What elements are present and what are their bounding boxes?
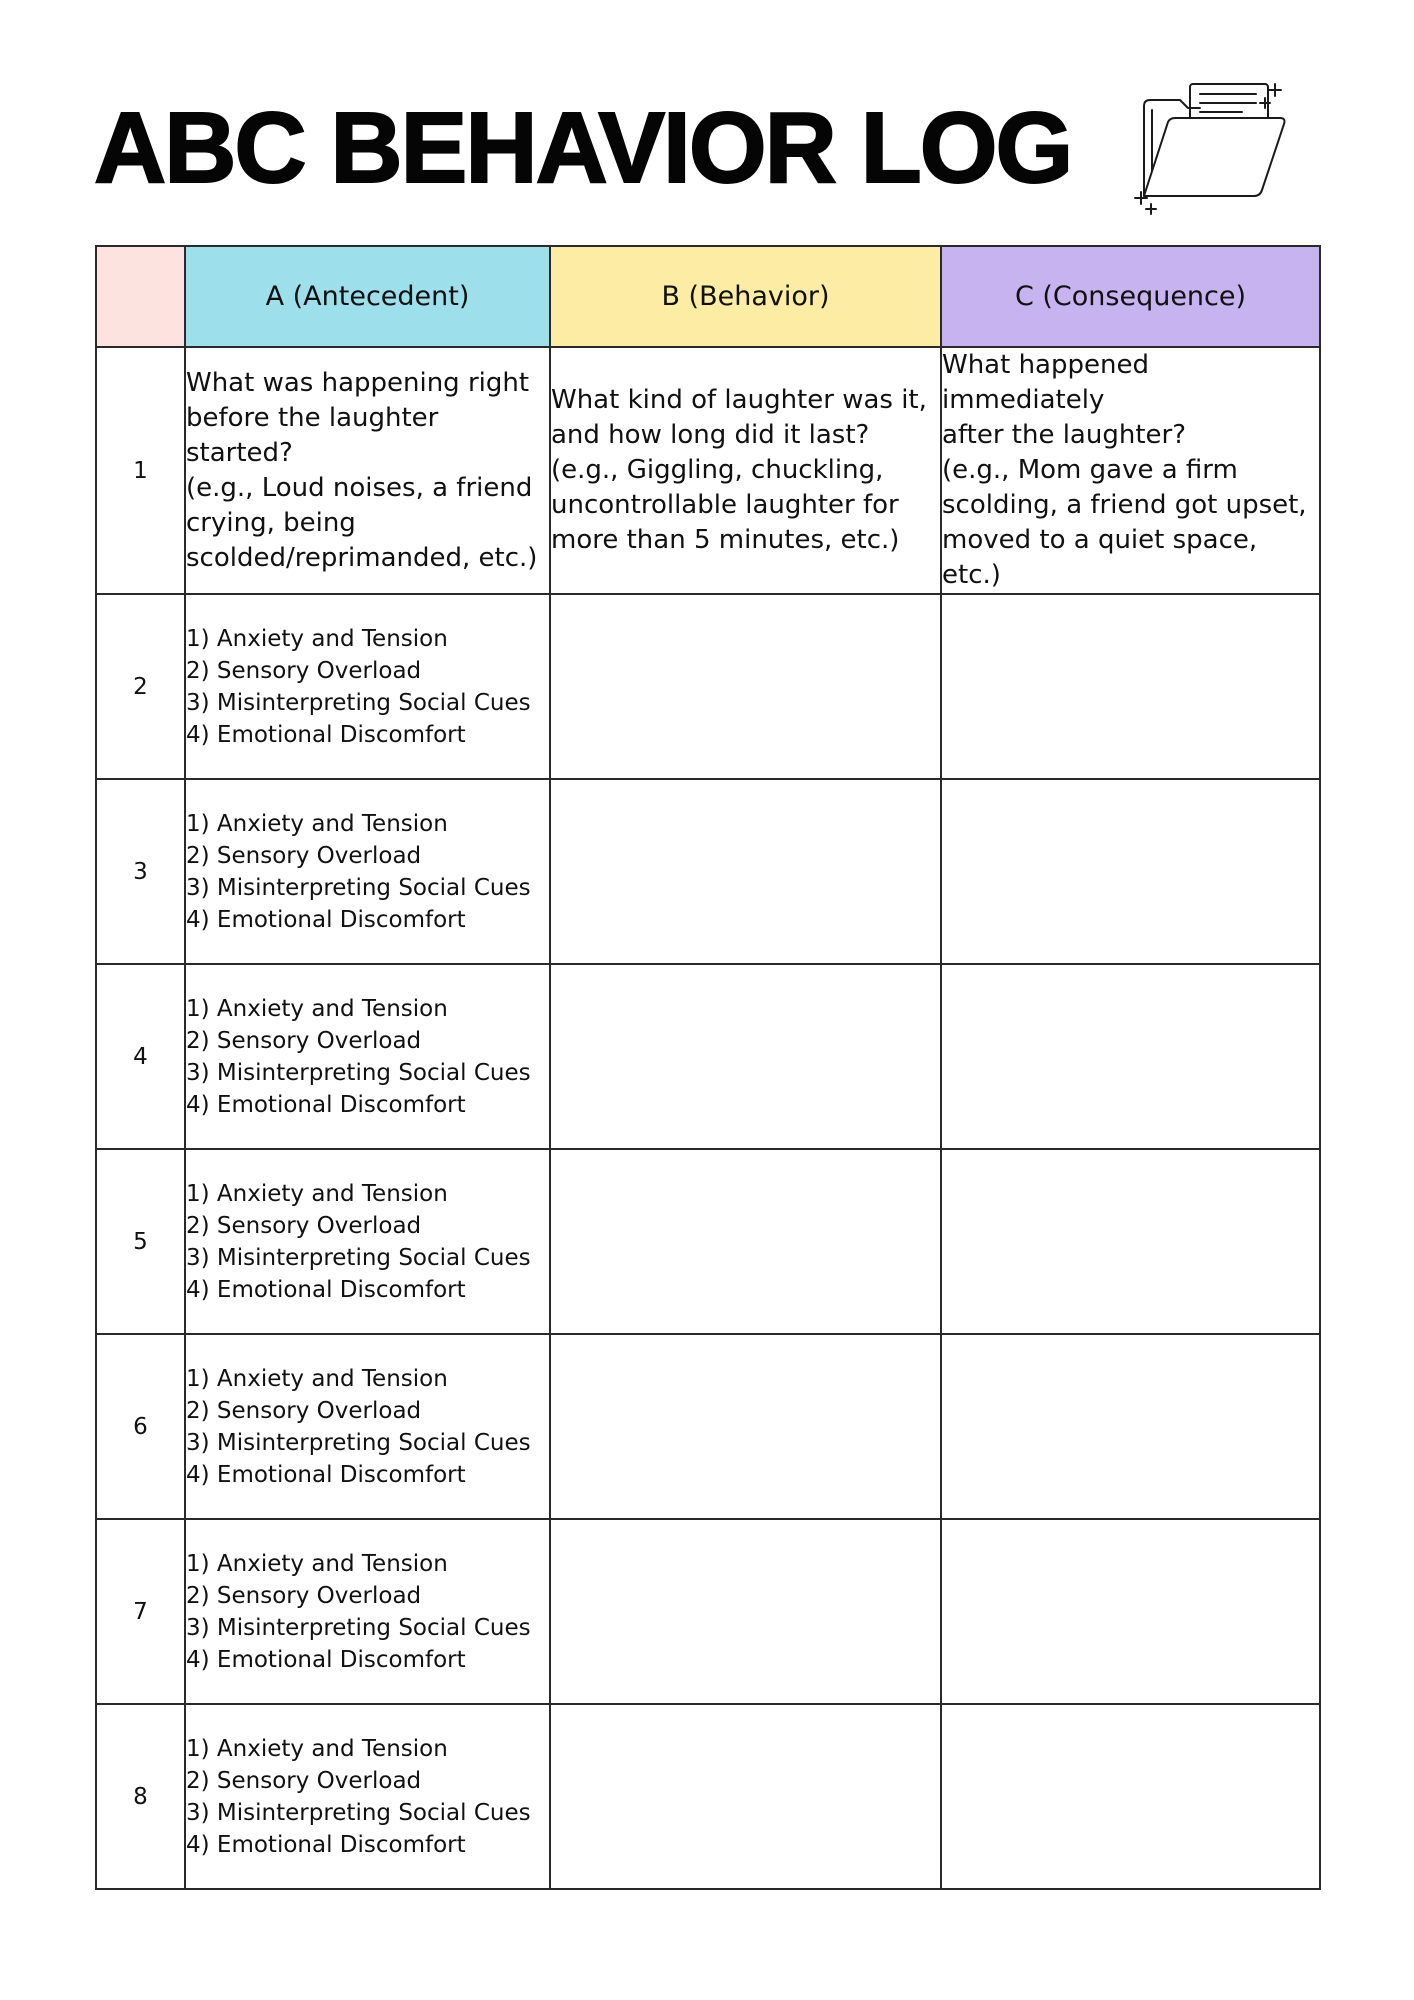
antecedent-options-cell	[185, 779, 550, 964]
antecedent-option: 3) Misinterpreting Social Cues	[186, 689, 531, 716]
antecedent-option: 1) Anxiety and Tension	[186, 1550, 448, 1577]
antecedent-option: 2) Sensory Overload	[186, 657, 422, 684]
table-row	[96, 779, 1320, 964]
antecedent-option: 4) Emotional Discomfort	[186, 1831, 466, 1858]
antecedent-option: 3) Misinterpreting Social Cues	[186, 874, 531, 901]
behavior-header: B (Behavior)	[550, 246, 941, 347]
abc-behavior-table	[95, 245, 1321, 1890]
antecedent-header: A (Antecedent)	[185, 246, 550, 347]
behavior-entry-cell[interactable]	[550, 1519, 941, 1704]
antecedent-option: 4) Emotional Discomfort	[186, 1276, 466, 1303]
row-number: 7	[96, 1519, 185, 1704]
consequence-guide-text: What happened immediately after the laughter? (e.g., Mom gave a firm scolding, a friend got upset, moved to a quiet space, etc.)	[941, 347, 1320, 594]
consequence-entry-cell[interactable]	[941, 1519, 1320, 1704]
table-row	[96, 1149, 1320, 1334]
behavior-entry-cell[interactable]	[550, 594, 941, 779]
antecedent-option: 3) Misinterpreting Social Cues	[186, 1244, 531, 1271]
behavior-entry-cell[interactable]	[550, 779, 941, 964]
antecedent-option: 4) Emotional Discomfort	[186, 906, 466, 933]
consequence-entry-cell[interactable]	[941, 594, 1320, 779]
antecedent-option: 2) Sensory Overload	[186, 842, 422, 869]
antecedent-option: 4) Emotional Discomfort	[186, 721, 466, 748]
antecedent-option: 3) Misinterpreting Social Cues	[186, 1059, 531, 1086]
behavior-guide-text: What kind of laughter was it, and how long did it last? (e.g., Giggling, chuckling, uncontrollable laughter for more than 5 minutes, etc.)	[550, 347, 941, 594]
table-row	[96, 964, 1320, 1149]
antecedent-option: 1) Anxiety and Tension	[186, 1735, 448, 1762]
row-number: 1	[96, 347, 185, 594]
antecedent-option: 4) Emotional Discomfort	[186, 1646, 466, 1673]
antecedent-option: 1) Anxiety and Tension	[186, 995, 448, 1022]
behavior-entry-cell[interactable]	[550, 1334, 941, 1519]
row-number: 2	[96, 594, 185, 779]
behavior-entry-cell[interactable]	[550, 1149, 941, 1334]
row-number: 5	[96, 1149, 185, 1334]
behavior-entry-cell[interactable]	[550, 964, 941, 1149]
antecedent-options-cell	[185, 1519, 550, 1704]
table-row	[96, 1334, 1320, 1519]
antecedent-option: 2) Sensory Overload	[186, 1212, 422, 1239]
antecedent-options-cell	[185, 594, 550, 779]
guide-row	[96, 347, 1320, 594]
consequence-entry-cell[interactable]	[941, 1149, 1320, 1334]
folder-with-document-icon	[1130, 80, 1300, 220]
table-row	[96, 1704, 1320, 1889]
antecedent-option: 1) Anxiety and Tension	[186, 810, 448, 837]
antecedent-option: 1) Anxiety and Tension	[186, 1180, 448, 1207]
antecedent-option: 4) Emotional Discomfort	[186, 1461, 466, 1488]
table-row	[96, 594, 1320, 779]
antecedent-option: 2) Sensory Overload	[186, 1767, 422, 1794]
consequence-entry-cell[interactable]	[941, 1334, 1320, 1519]
row-number: 8	[96, 1704, 185, 1889]
antecedent-option: 1) Anxiety and Tension	[186, 1365, 448, 1392]
consequence-entry-cell[interactable]	[941, 1704, 1320, 1889]
antecedent-option: 3) Misinterpreting Social Cues	[186, 1614, 531, 1641]
antecedent-option: 1) Anxiety and Tension	[186, 625, 448, 652]
row-number: 6	[96, 1334, 185, 1519]
antecedent-options-cell	[185, 1704, 550, 1889]
table-row	[96, 1519, 1320, 1704]
antecedent-option: 3) Misinterpreting Social Cues	[186, 1799, 531, 1826]
antecedent-option: 4) Emotional Discomfort	[186, 1091, 466, 1118]
antecedent-option: 3) Misinterpreting Social Cues	[186, 1429, 531, 1456]
consequence-entry-cell[interactable]	[941, 964, 1320, 1149]
corner-header-cell	[96, 246, 185, 347]
behavior-entry-cell[interactable]	[550, 1704, 941, 1889]
antecedent-options-cell	[185, 1149, 550, 1334]
consequence-header: C (Consequence)	[941, 246, 1320, 347]
antecedent-options-cell	[185, 964, 550, 1149]
antecedent-option: 2) Sensory Overload	[186, 1397, 422, 1424]
antecedent-option: 2) Sensory Overload	[186, 1582, 422, 1609]
consequence-entry-cell[interactable]	[941, 779, 1320, 964]
row-number: 4	[96, 964, 185, 1149]
row-number: 3	[96, 779, 185, 964]
antecedent-option: 2) Sensory Overload	[186, 1027, 422, 1054]
antecedent-guide-text: What was happening right before the laughter started? (e.g., Loud noises, a friend crying, being scolded/reprimanded, etc.)	[185, 347, 550, 594]
table-header-row	[96, 246, 1320, 347]
page-title: ABC BEHAVIOR LOG	[94, 92, 1072, 204]
antecedent-options-cell	[185, 1334, 550, 1519]
